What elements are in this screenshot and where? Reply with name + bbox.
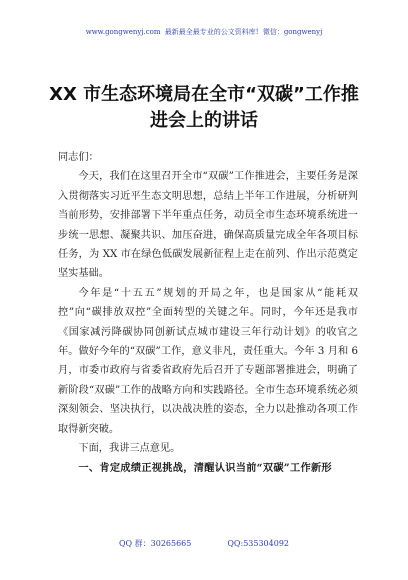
section-heading-1: 一、肯定成绩正视挑战，清醒认识当前“双碳”工作新形 [78, 461, 332, 474]
paragraph-1: 今天，我们在这里召开全市“双碳”工作推进会，主要任务是深入贯彻落实习近平生态文明思想，总结上半年工作进展，分析研判当前形势，安排部署下半年重点任务，动员全市生态环境系统进一步统一思想、凝聚共识、加压奋进，确保高质量完成全年各项目标任务，为 XX 市在绿色低碳发展新征程上走在前列、作出示范奠定坚实基础。 [58, 171, 358, 280]
qq-group: QQ 群：30265665 [118, 539, 192, 548]
qq-contact: QQ:535304092 [227, 539, 289, 548]
salutation: 同志们： [58, 152, 99, 163]
document-title: XX 市生态环境局在全市“双碳”工作推进会上的讲话 [49, 84, 359, 131]
paragraph-3: 下面，我讲三点意见。 [78, 443, 181, 455]
page-header [0, 27, 408, 37]
wechat-id: 微信：gongwenyj [262, 28, 323, 36]
paragraph-2: 今年是“十五五”规划的开局之年，也是国家从“能耗双控”向“碳排放双控”全面转型的关键之年。同时，今年还是我市《国家减污降碳协同创新试点城市建设三年行动计划》的收官之年。做好今年的“双碳”工作，意义非凡，责任重大。今年 3 月和 6 月，市委市政府与省委省政府先后召开了专题部署推进会，明确了新阶段“双碳”工作的战略方向和实践路径。全市生态环境系统必须深刻领会、坚决执行，以决战决胜的姿态，全力以赴推动各项工作取得新突破。 [58, 287, 358, 435]
document-body [58, 148, 358, 478]
site-url[interactable]: www.gongwenyj.com [85, 28, 161, 36]
page-footer [0, 538, 408, 549]
site-slogan: 最新最全最专业的公文资料库! [164, 28, 259, 36]
